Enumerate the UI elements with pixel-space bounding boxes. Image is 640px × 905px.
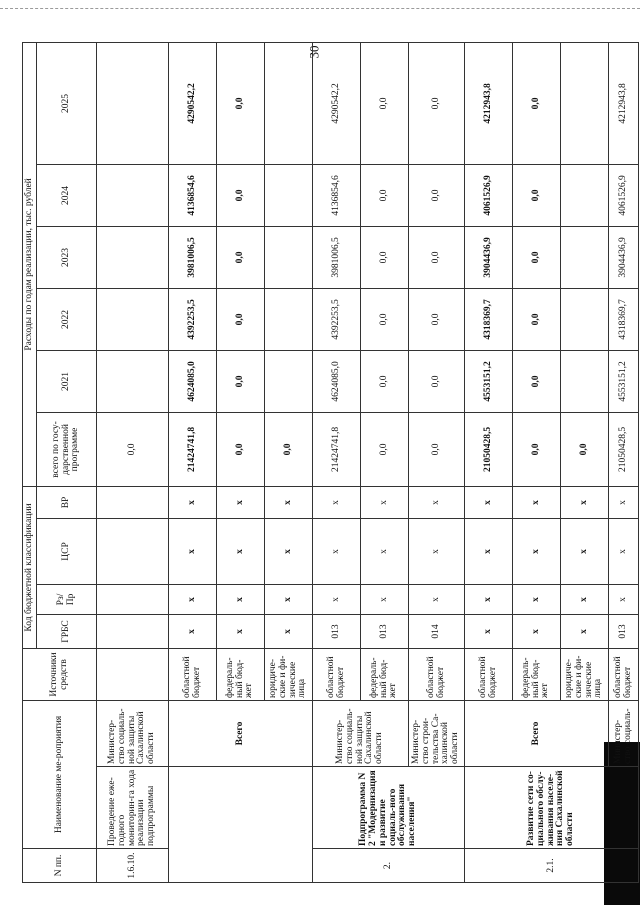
cell-grbs: х xyxy=(265,614,313,648)
cell-src: федераль-ный бюд-жет xyxy=(513,648,561,700)
cell-y2022: 4318369,7 xyxy=(465,288,513,350)
cell-vr: х xyxy=(169,486,217,518)
cell-rzpr: х xyxy=(609,584,639,614)
cell-y2024 xyxy=(265,164,313,226)
cell-src: областной бюджет xyxy=(409,648,465,700)
cell-y2024 xyxy=(561,164,609,226)
cell-y2022: 4318369,7 xyxy=(609,288,639,350)
cell-y2024: 4061526,9 xyxy=(465,164,513,226)
cell-total: 21424741,8 xyxy=(169,412,217,486)
cell-vr: х xyxy=(465,486,513,518)
cell-src: областной бюджет xyxy=(313,648,361,700)
cell-vr: х xyxy=(561,486,609,518)
table-row xyxy=(169,42,217,882)
cell-y2021: 4553151,2 xyxy=(609,350,639,412)
rotated-table-container xyxy=(22,42,639,883)
cell-rzpr: х xyxy=(361,584,409,614)
header-csr: ЦСР xyxy=(37,518,97,584)
cell-y2022: 0,0 xyxy=(409,288,465,350)
cell-rzpr: х xyxy=(465,584,513,614)
cell-y2024: 4136854,6 xyxy=(169,164,217,226)
cell-y2025: 4212943,8 xyxy=(465,42,513,164)
header-2023: 2023 xyxy=(37,226,97,288)
cell-grbs: х xyxy=(169,614,217,648)
cell-y2022: 4392253,5 xyxy=(169,288,217,350)
table-row xyxy=(465,42,513,882)
cell-y2025: 0,0 xyxy=(513,42,561,164)
cell-y2021: 0,0 xyxy=(361,350,409,412)
cell-total: 0,0 xyxy=(361,412,409,486)
cell-csr: х xyxy=(265,518,313,584)
cell-csr: х xyxy=(609,518,639,584)
table-row xyxy=(609,42,639,882)
cell-y2024: 0,0 xyxy=(513,164,561,226)
cell-y2025 xyxy=(561,42,609,164)
cell-total: 21424741,8 xyxy=(313,412,361,486)
cell-grbs: 014 xyxy=(409,614,465,648)
cell-src: федераль-ный бюд-жет xyxy=(361,648,409,700)
cell-resp: Министер-ство социаль-ной защиты Сахалинской области xyxy=(97,700,169,766)
cell-src: юридиче-ские и фи-зические лица xyxy=(265,648,313,700)
cell-y2024: 0,0 xyxy=(217,164,265,226)
cell-y2024: 4136854,6 xyxy=(313,164,361,226)
cell-y2021: 0,0 xyxy=(513,350,561,412)
cell-y2021: 4624085,0 xyxy=(169,350,217,412)
cell-y2022 xyxy=(265,288,313,350)
cell-y2021 xyxy=(97,350,169,412)
header-vr: ВР xyxy=(37,486,97,518)
cell-y2025: 4212943,8 xyxy=(609,42,639,164)
cell-csr: х xyxy=(169,518,217,584)
header-2022: 2022 xyxy=(37,288,97,350)
cell-y2025: 0,0 xyxy=(217,42,265,164)
header-total: всего по госу-дарственной программе xyxy=(37,412,97,486)
cell-csr xyxy=(97,518,169,584)
header-code-group: Код бюджетной классификации xyxy=(23,486,37,648)
header-2021: 2021 xyxy=(37,350,97,412)
cell-src: областной бюджет xyxy=(609,648,639,700)
cell-rzpr: х xyxy=(217,584,265,614)
cell-y2025: 4290542,2 xyxy=(313,42,361,164)
cell-y2021: 4553151,2 xyxy=(465,350,513,412)
cell-src: областной бюджет xyxy=(465,648,513,700)
cell-y2022: 0,0 xyxy=(217,288,265,350)
cell-total: 0,0 xyxy=(513,412,561,486)
cell-rzpr: х xyxy=(265,584,313,614)
cell-y2024: 4061526,9 xyxy=(609,164,639,226)
cell-vr: х xyxy=(217,486,265,518)
cell-y2025: 4290542,2 xyxy=(169,42,217,164)
header-name: Наименование ме-роприятия xyxy=(23,700,97,848)
cell-n xyxy=(169,767,313,883)
cell-vr: х xyxy=(361,486,409,518)
header-n-pp: N пп. xyxy=(23,849,97,883)
header-grbs: ГРБС xyxy=(37,614,97,648)
cell-y2021: 0,0 xyxy=(217,350,265,412)
cell-y2024: 0,0 xyxy=(361,164,409,226)
cell-grbs: х xyxy=(513,614,561,648)
page-number: 30 xyxy=(306,45,322,59)
cell-y2025: 0,0 xyxy=(409,42,465,164)
cell-vr xyxy=(97,486,169,518)
cell-y2023: 3981006,5 xyxy=(313,226,361,288)
cell-csr: х xyxy=(409,518,465,584)
cell-y2023: 3904436,9 xyxy=(609,226,639,288)
cell-vr: х xyxy=(265,486,313,518)
cell-name: Развитие сети со-циального обслу-живания населе-ния Сахалинской области xyxy=(465,767,639,849)
cell-rzpr xyxy=(97,584,169,614)
cell-grbs xyxy=(97,614,169,648)
cell-csr: х xyxy=(465,518,513,584)
cell-y2023 xyxy=(561,226,609,288)
cell-resp: Всего xyxy=(465,700,609,766)
scan-edge-line xyxy=(0,8,640,9)
cell-total: 21050428,5 xyxy=(465,412,513,486)
cell-rzpr: х xyxy=(169,584,217,614)
cell-y2021: 4624085,0 xyxy=(313,350,361,412)
cell-y2021 xyxy=(265,350,313,412)
cell-vr: х xyxy=(409,486,465,518)
cell-y2023: 3981006,5 xyxy=(169,226,217,288)
cell-total: 0,0 xyxy=(409,412,465,486)
cell-y2024 xyxy=(97,164,169,226)
cell-y2023: 0,0 xyxy=(361,226,409,288)
cell-resp: Министер-ство строи-тельства Са-халинской области xyxy=(409,700,465,766)
cell-y2025 xyxy=(97,42,169,164)
cell-csr: х xyxy=(361,518,409,584)
header-expenses-group: Расходы по годам реализации, тыс. рублей xyxy=(23,42,37,486)
cell-y2024: 0,0 xyxy=(409,164,465,226)
cell-grbs: х xyxy=(465,614,513,648)
cell-y2022 xyxy=(97,288,169,350)
budget-table xyxy=(22,42,639,883)
cell-src xyxy=(97,648,169,700)
cell-vr: х xyxy=(313,486,361,518)
cell-n: 1.6.10. xyxy=(97,849,169,883)
cell-n: 2.1. xyxy=(465,849,639,883)
header-2025: 2025 xyxy=(37,42,97,164)
cell-rzpr: х xyxy=(513,584,561,614)
cell-y2023: 0,0 xyxy=(409,226,465,288)
cell-y2022: 0,0 xyxy=(513,288,561,350)
table-row xyxy=(97,42,169,882)
cell-grbs: 013 xyxy=(313,614,361,648)
cell-y2023 xyxy=(265,226,313,288)
cell-total: 0,0 xyxy=(97,412,169,486)
cell-y2025: 0,0 xyxy=(361,42,409,164)
cell-total: 21050428,5 xyxy=(609,412,639,486)
cell-grbs: х xyxy=(561,614,609,648)
cell-csr: х xyxy=(561,518,609,584)
cell-y2022 xyxy=(561,288,609,350)
header-2024: 2024 xyxy=(37,164,97,226)
cell-resp: Всего xyxy=(169,700,313,766)
cell-csr: х xyxy=(217,518,265,584)
cell-vr: х xyxy=(513,486,561,518)
cell-src: федераль-ный бюд-жет xyxy=(217,648,265,700)
cell-y2023: 0,0 xyxy=(217,226,265,288)
cell-name: Подпрограмма N 2 "Модернизация и развитие социаль-ного обслуживания населения" xyxy=(313,767,465,849)
cell-csr: х xyxy=(513,518,561,584)
cell-y2022: 4392253,5 xyxy=(313,288,361,350)
table-row xyxy=(409,42,465,882)
cell-total: 0,0 xyxy=(561,412,609,486)
cell-y2025 xyxy=(265,42,313,164)
cell-n: 2. xyxy=(313,849,465,883)
cell-y2023 xyxy=(97,226,169,288)
cell-src: юридиче-ские и фи-зические лица xyxy=(561,648,609,700)
cell-resp: Министер-ство социаль-ной защиты Сахалинской области xyxy=(313,700,409,766)
cell-vr: х xyxy=(609,486,639,518)
cell-grbs: 013 xyxy=(609,614,639,648)
cell-y2023: 0,0 xyxy=(513,226,561,288)
header-sources: Источники средств xyxy=(23,648,97,700)
cell-y2021 xyxy=(561,350,609,412)
cell-grbs: 013 xyxy=(361,614,409,648)
table-row xyxy=(313,42,361,882)
cell-y2022: 0,0 xyxy=(361,288,409,350)
cell-total: 0,0 xyxy=(265,412,313,486)
cell-csr: х xyxy=(313,518,361,584)
budget-table-body xyxy=(97,42,639,882)
cell-grbs: х xyxy=(217,614,265,648)
cell-rzpr: х xyxy=(561,584,609,614)
cell-name: Проведение еже-годного мониторин-га хода реализации подпрограммы xyxy=(97,767,169,849)
cell-resp: Министер-ство социаль- xyxy=(609,700,639,766)
cell-y2023: 3904436,9 xyxy=(465,226,513,288)
cell-src: областной бюджет xyxy=(169,648,217,700)
cell-y2021: 0,0 xyxy=(409,350,465,412)
header-rzpr: Рз/ Пр xyxy=(37,584,97,614)
cell-rzpr: х xyxy=(409,584,465,614)
cell-total: 0,0 xyxy=(217,412,265,486)
cell-rzpr: х xyxy=(313,584,361,614)
